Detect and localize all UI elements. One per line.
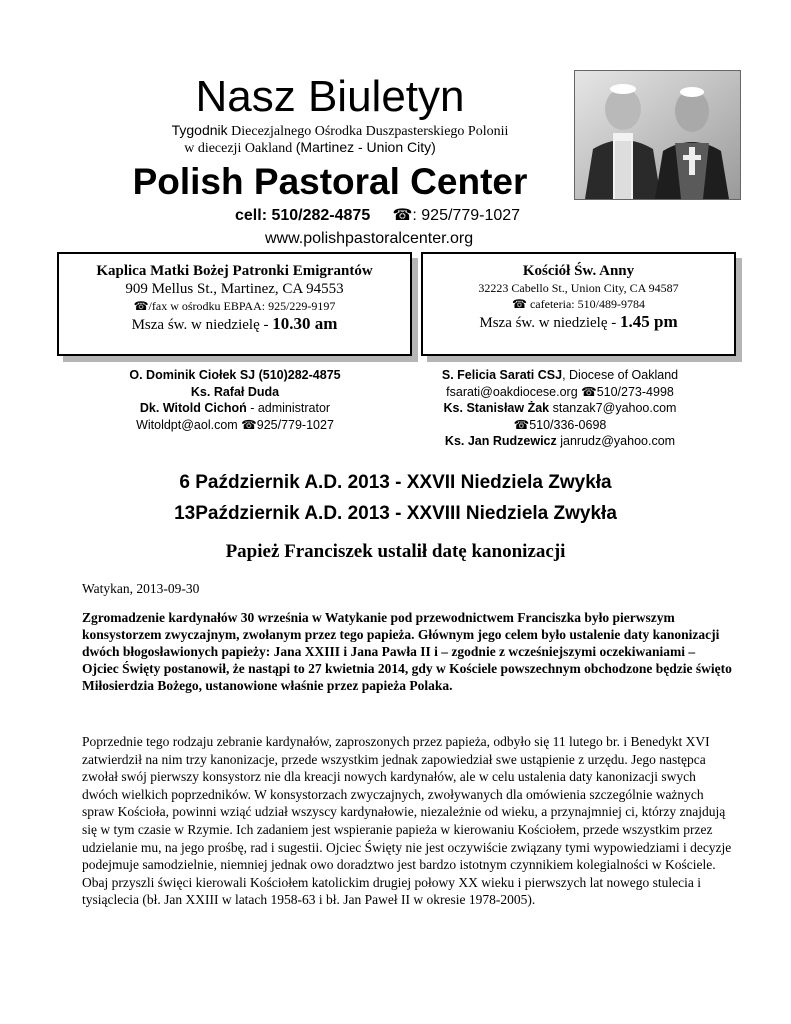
article-lead: Zgromadzenie kardynałów 30 września w Watykanie pod przewodnictwem Franciszka było pierwszym konsystorzem zwyczajnym, zwołanym przez tego papieża. Głównym jego celem było ustalenie daty kanonizacji dwóch błogosławionych papieży: Jana XXIII i Jana Pawła II i – zgodnie z wcześniejszymi oczekiwaniami – Ojciec Święty postanowił, że nastąpi to 27 kwietnia 2014, gdy w Kościele powszechnym obchodzone będzie święto Miłosierdzia Bożego, ustanowione właśnie przez papieża Polaka. (82, 610, 732, 693)
chapel-address: 909 Mellus St., Martinez, CA 94553 (125, 281, 344, 297)
clergy-left (90, 367, 380, 433)
clergy-right (410, 367, 710, 450)
clergy-rudzewicz: Ks. Jan Rudzewicz (444, 434, 557, 448)
chapel-phone-line (59, 298, 410, 314)
bulletin-title: Nasz Biuletyn (195, 72, 465, 121)
church-phone-line (423, 296, 734, 312)
church-address: 32223 Cabello St., Union City, CA 94587 (478, 281, 679, 295)
office-phone: : 925/779-1027 (412, 207, 521, 224)
clergy-pastor: O. Dominik Ciołek SJ (510)282-4875 (129, 368, 341, 382)
chapel-mass-time (59, 314, 410, 335)
chapel-mass-label: Msza św. w niedzielę - (131, 317, 273, 333)
chapel-fax: /fax w ośrodku EBPAA: 925/229-9197 (148, 299, 336, 313)
article-dateline: Watykan, 2013-09-30 (82, 581, 200, 596)
contact-line (180, 206, 600, 226)
phone-icon: ☎ (392, 207, 413, 224)
bulletin-subtitle-line2 (0, 139, 620, 157)
clergy-sister-diocese: , Diocese of Oakland (562, 368, 679, 382)
clergy-deacon-role: - administrator (246, 401, 331, 415)
clergy-priest: Ks. Rafał Duda (190, 384, 280, 399)
sister-email[interactable]: fsarati@oakdiocese.org (446, 384, 582, 399)
zak-email[interactable]: stanzak7@yahoo.com (549, 401, 677, 415)
clergy-deacon: Dk. Witold Cichoń (139, 401, 247, 415)
article-title: Papież Franciszek ustalił datę kanonizacji (225, 541, 566, 562)
popes-photo (574, 70, 741, 200)
phone-icon: ☎ (241, 417, 257, 432)
article-body: Poprzednie tego rodzaju zebranie kardynałów, zaproszonych przez papieża, odbyło się 11 lutego br. i Benedykt XVI zatwierdził na nim trzy kanonizacje, przede wszystkim jednak zapowiedział swe ustąpienie z urzędu. Jego następca zwołał swój pierwszy konsystorz nie dla kreacji nowych kardynałów, ale w celu ustalenia daty kanonizacji swych dwóch wielkich poprzedników. W konsystorzach zwyczajnych, zwoływanych dla omówienia szczególnie ważnych spraw Kościoła, powinni wziąć udział wszyscy kardynałowie, niezależnie od wieku, a przynajmniej ci, którzy znajdują się w tym czasie w Rzymie. Ich zadaniem jest wspieranie papieża w kierowaniu Kościołem, przede wszystkim przez udzielanie mu, na jego prośbę, rad i sugestii. Ojciec Święty nie jest oczywiście związany tymi wypowiedziami i decyzje podejmuje samodzielnie, niemniej jednak owo doradztwo jest bardzo istotnym czynnikiem kolegialności w Kościele. Obaj przyszli święci kierowali Kościołem katolickim drugiej połowy XX wieku i pierwszych lat nowego stulecia i tysiąclecia (bł. Jan XXIII w latach 1958-63 i bł. Jan Paweł II w okresie 1978-2005). (82, 734, 732, 908)
center-name: Polish Pastoral Center (132, 161, 528, 202)
subtitle-cities: (Martinez - Union City) (295, 139, 436, 155)
church-mass-time (423, 312, 734, 333)
subtitle-prefix: Tygodnik (171, 122, 228, 138)
rudzewicz-email[interactable]: janrudz@yahoo.com (556, 434, 676, 448)
deacon-phone: 925/779-1027 (256, 417, 334, 432)
clergy-zak: Ks. Stanisław Żak (443, 401, 550, 415)
phone-icon: ☎ (512, 297, 527, 311)
clergy-sister: S. Felicia Sarati CSJ (441, 368, 563, 382)
church-name: Kościół Św. Anny (522, 263, 635, 279)
cell-number: cell: 510/282-4875 (235, 207, 371, 224)
liturgical-dates (0, 467, 791, 529)
popes-photo-drawing (575, 71, 740, 199)
date-line-1: 6 Październik A.D. 2013 - XXVII Niedziela Zwykła (179, 472, 612, 493)
chapel-info-box (57, 252, 412, 356)
church-info-box (421, 252, 736, 356)
deacon-email[interactable]: Witoldpt@aol.com (136, 417, 242, 432)
church-cafeteria-phone: cafeteria: 510/489-9784 (526, 297, 645, 311)
date-line-2: 13Październik A.D. 2013 - XXVIII Niedziela Zwykła (174, 503, 617, 524)
website-link[interactable]: www.polishpastoralcenter.org (265, 230, 474, 247)
chapel-mass-hour: 10.30 am (272, 314, 338, 333)
phone-icon: ☎ (513, 417, 530, 432)
subtitle-text: Diecezjalnego Ośrodka Duszpasterskiego Polonii (231, 124, 509, 139)
subtitle-diocese: w diecezji Oakland (184, 141, 293, 156)
church-mass-label: Msza św. w niedzielę - (479, 315, 621, 331)
phone-icon: ☎ (133, 299, 149, 313)
chapel-name: Kaplica Matki Bożej Patronki Emigrantów (96, 263, 373, 279)
phone-icon: ☎ (581, 384, 597, 399)
sister-phone: 510/273-4998 (596, 384, 674, 399)
church-mass-hour: 1.45 pm (620, 312, 678, 331)
zak-phone: 510/336-0698 (529, 417, 607, 432)
